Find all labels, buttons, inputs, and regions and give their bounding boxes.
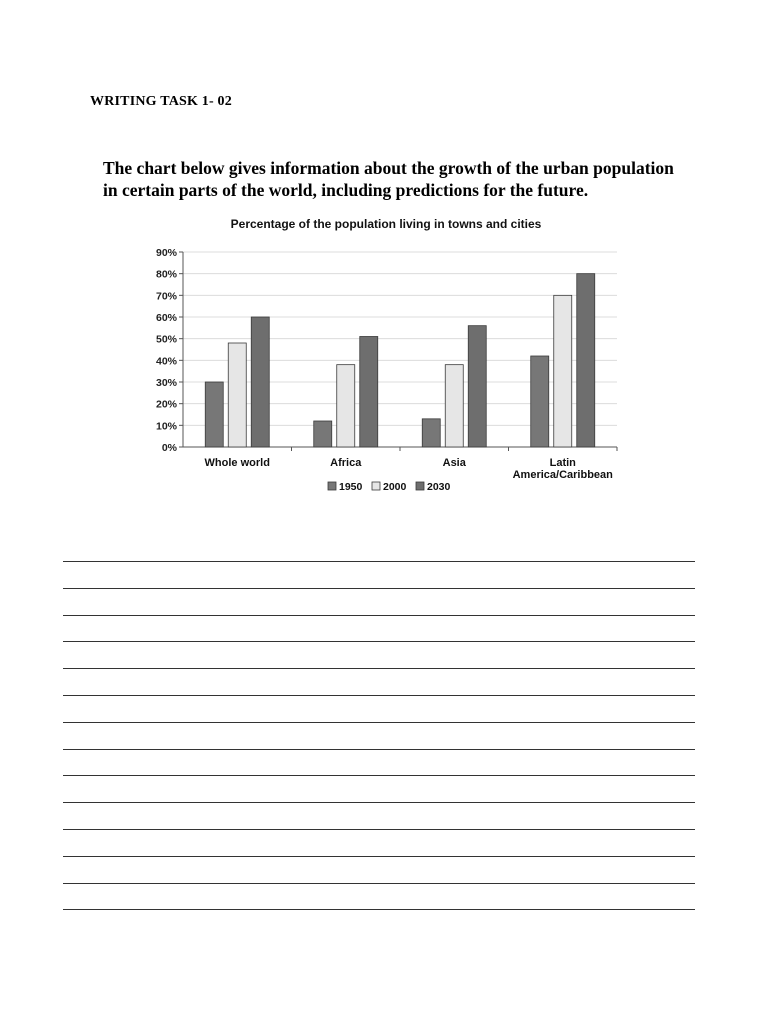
answer-line xyxy=(63,641,695,642)
answer-line xyxy=(63,775,695,776)
answer-line xyxy=(63,695,695,696)
category-label: America/Caribbean xyxy=(512,469,613,481)
answer-line xyxy=(63,829,695,830)
legend-label-2000: 2000 xyxy=(383,481,407,493)
answer-line xyxy=(63,668,695,669)
y-tick-label: 40% xyxy=(155,355,177,368)
bar-2030-whole-world xyxy=(251,317,269,447)
bar-2030-asia xyxy=(468,326,486,447)
category-label: Asia xyxy=(442,457,466,469)
legend-swatch-1950 xyxy=(328,482,336,490)
bar-2030-africa xyxy=(360,337,378,448)
y-tick-label: 30% xyxy=(155,377,177,389)
bar-2000-latin-america-caribbean xyxy=(554,295,572,447)
answer-line xyxy=(63,802,695,803)
bar-2030-latin-america-caribbean xyxy=(577,274,595,447)
answer-line xyxy=(63,749,695,750)
prompt-line-1: The chart below gives information about the growth of the urban population xyxy=(103,158,674,178)
answer-line xyxy=(63,909,695,910)
legend-label-2030: 2030 xyxy=(427,481,451,493)
legend-swatch-2000 xyxy=(372,482,380,490)
category-label: Africa xyxy=(330,457,362,469)
task-heading: WRITING TASK 1- 02 xyxy=(90,94,232,109)
y-tick-label: 10% xyxy=(155,420,177,433)
task-prompt xyxy=(103,157,703,201)
chart-title: Percentage of the population living in towns and cities xyxy=(230,217,542,231)
bar-1950-asia xyxy=(422,419,440,447)
bar-2000-africa xyxy=(337,365,355,447)
legend-swatch-2030 xyxy=(416,482,424,490)
answer-line xyxy=(63,883,695,884)
answer-line xyxy=(63,561,695,562)
urban-population-chart xyxy=(130,210,650,510)
y-tick-label: 70% xyxy=(155,290,177,303)
category-label: Latin xyxy=(549,457,576,469)
bar-1950-africa xyxy=(314,421,332,447)
y-tick-label: 90% xyxy=(155,247,177,259)
bar-chart-svg xyxy=(130,210,650,510)
answer-line xyxy=(63,856,695,857)
answer-line xyxy=(63,722,695,723)
answer-line xyxy=(63,615,695,616)
legend-label-1950: 1950 xyxy=(339,481,363,493)
y-tick-label: 50% xyxy=(155,333,177,346)
bar-2000-whole-world xyxy=(228,343,246,447)
answer-lines xyxy=(63,561,695,936)
bar-2000-asia xyxy=(445,365,463,447)
bar-1950-whole-world xyxy=(205,382,223,447)
category-label: Whole world xyxy=(204,457,270,469)
answer-line xyxy=(63,588,695,589)
y-tick-label: 60% xyxy=(155,312,177,324)
prompt-line-2: in certain parts of the world, including predictions for the future. xyxy=(103,180,589,200)
y-tick-label: 80% xyxy=(155,268,177,281)
y-tick-label: 20% xyxy=(155,398,177,411)
y-tick-label: 0% xyxy=(161,442,177,454)
bar-1950-latin-america-caribbean xyxy=(531,356,549,447)
